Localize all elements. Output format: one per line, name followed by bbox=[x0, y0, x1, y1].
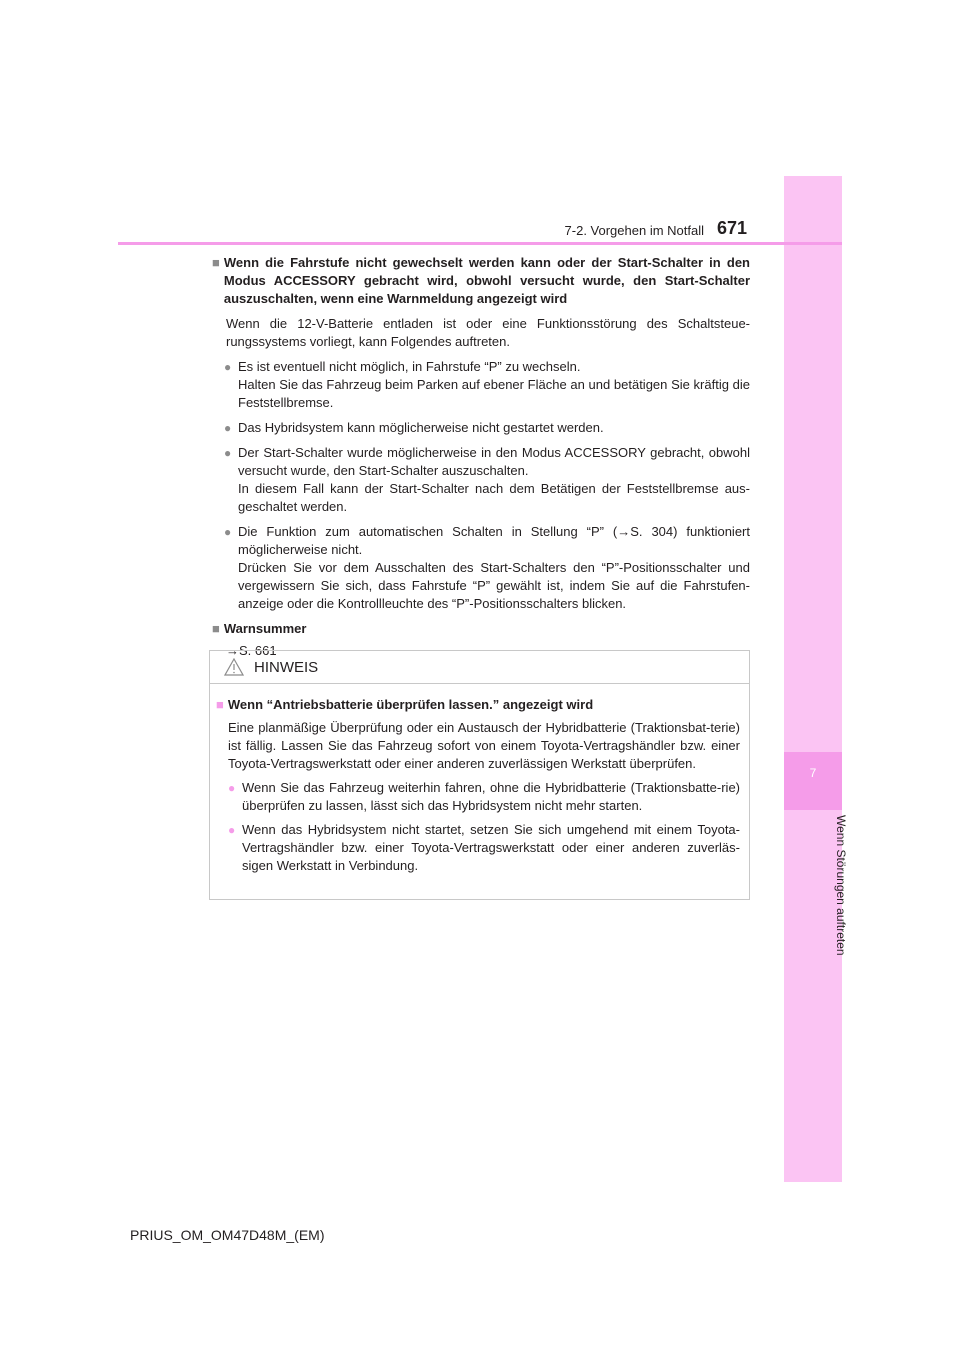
list-item-text: Die Funktion zum automatischen Schalten in Stellung “P” (→S. 304) funktioniert möglicherweise nicht. bbox=[238, 524, 750, 557]
section-heading bbox=[212, 620, 750, 638]
round-bullet-icon: ● bbox=[224, 421, 232, 435]
list-item bbox=[224, 419, 750, 437]
notice-title: HINWEIS bbox=[254, 658, 319, 676]
section-heading-text: Warnsummer bbox=[223, 621, 307, 636]
round-bullet-icon: ● bbox=[228, 781, 236, 795]
round-bullet-icon: ● bbox=[228, 823, 236, 837]
list-item-text: Halten Sie das Fahrzeug beim Parken auf ebener Fläche an und betätigen Sie kräftig die Feststellbremse. bbox=[238, 377, 750, 410]
chapter-name-text: Wenn Störungen auftreten bbox=[834, 815, 848, 956]
list-item-text: Es ist eventuell nicht möglich, in Fahrstufe “P” zu wechseln. bbox=[238, 359, 581, 374]
page-reference: →S. 661 bbox=[226, 643, 277, 658]
round-bullet-icon: ● bbox=[224, 446, 232, 460]
notice-list-item bbox=[228, 779, 740, 815]
notice-list-item-text: Wenn Sie das Fahrzeug weiterhin fahren, ohne die Hybridbatterie (Traktionsbatte-rie) überprüfen zu lassen, lässt sich das Hybridsystem nicht mehr starten. bbox=[242, 780, 740, 813]
list-item-text: Das Hybridsystem kann möglicherweise nicht gestartet werden. bbox=[238, 420, 604, 435]
section-heading-text: Wenn die Fahrstufe nicht gewechselt werden kann oder der Start-Schalter in den Modus ACCESSORY gebracht wird, obwohl versucht wurde, den Start-Schalter auszuschalten, wenn eine Warnmeldung angezeigt wird bbox=[223, 255, 750, 306]
list-item-text: Der Start-Schalter wurde möglicherweise in den Modus ACCESSORY gebracht, obwohl versucht wurde, den Start-Schalter auszuschalten. bbox=[238, 445, 750, 478]
section-intro: Wenn die 12-V-Batterie entladen ist oder eine Funktionsstörung des Schaltsteue-rungssystems vorliegt, kann Folgendes auftreten. bbox=[226, 316, 750, 349]
round-bullet-icon: ● bbox=[224, 525, 232, 539]
notice-heading bbox=[216, 696, 740, 714]
square-bullet-icon: ■ bbox=[216, 697, 224, 712]
warning-triangle-icon bbox=[224, 658, 244, 676]
chapter-name bbox=[778, 815, 848, 985]
header-rule bbox=[118, 242, 842, 245]
round-bullet-icon: ● bbox=[224, 360, 232, 374]
chapter-tab-active bbox=[784, 752, 842, 810]
list-item-text: In diesem Fall kann der Start-Schalter nach dem Betätigen der Feststellbremse aus-geschaltet werden. bbox=[238, 481, 750, 514]
notice-header bbox=[210, 651, 749, 684]
page-number: 671 bbox=[717, 218, 748, 238]
footer-code: PRIUS_OM_OM47D48M_(EM) bbox=[130, 1227, 325, 1243]
main-content bbox=[212, 254, 750, 660]
notice-box bbox=[209, 650, 750, 900]
list-item bbox=[224, 358, 750, 412]
list-item bbox=[224, 444, 750, 516]
list-item bbox=[224, 523, 750, 613]
notice-intro: Eine planmäßige Überprüfung oder ein Austausch der Hybridbatterie (Traktionsbat-terie) ist fällig. Lassen Sie das Fahrzeug sofort von einem Toyota-Vertragshändler bzw. einer Toyota-Vertragswerkstatt oder einer anderen zuverlässigen Werkstatt überprüfen. bbox=[228, 720, 740, 771]
header-section-title: 7-2. Vorgehen im Notfall bbox=[564, 223, 704, 238]
chapter-number: 7 bbox=[809, 766, 817, 780]
notice-heading-text: Wenn “Antriebsbatterie überprüfen lassen.” angezeigt wird bbox=[227, 697, 594, 712]
notice-list-item bbox=[228, 821, 740, 875]
square-bullet-icon: ■ bbox=[212, 255, 220, 270]
square-bullet-icon: ■ bbox=[212, 621, 220, 636]
section-heading bbox=[212, 254, 750, 308]
list-item-text: Drücken Sie vor dem Ausschalten des Start-Schalters den “P”-Positionsschalter und vergewissern Sie sich, dass Fahrstufe “P” gewählt ist, indem Sie auf die Fahrstufen-anzeige oder die Kontrollleuchte des “P”-Positionsschalters blicken. bbox=[238, 560, 750, 611]
notice-body bbox=[210, 684, 749, 875]
side-tab bbox=[784, 176, 842, 1182]
notice-list-item-text: Wenn das Hybridsystem nicht startet, setzen Sie sich umgehend mit einem Toyota-Vertragshändler bzw. einer Toyota-Vertragswerkstatt oder einer anderen zuverläs-sigen Werkstatt in Verbindung. bbox=[242, 822, 740, 873]
